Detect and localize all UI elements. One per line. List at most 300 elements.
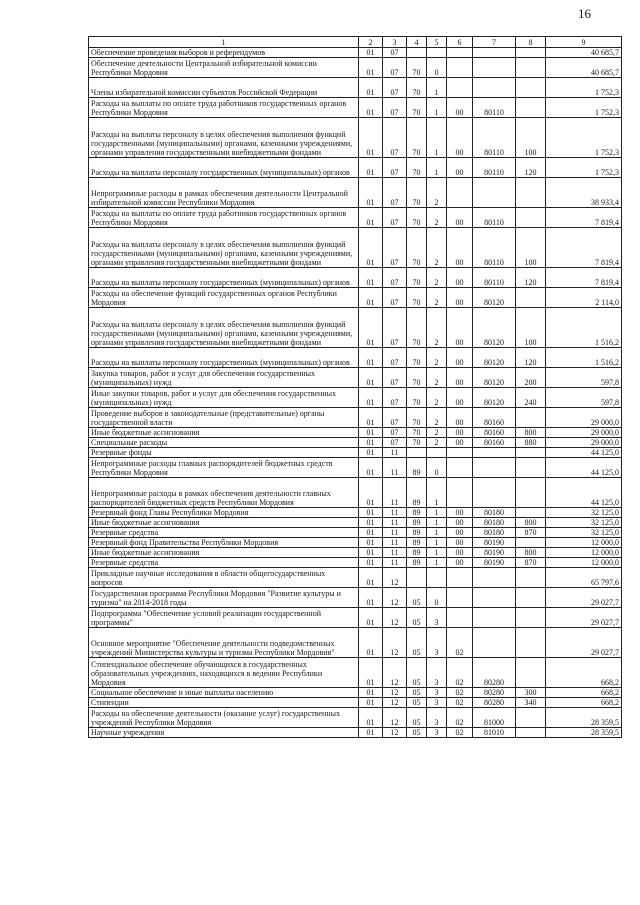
code-cell-c5: 3 bbox=[427, 658, 447, 688]
code-cell-c4: 70 bbox=[407, 268, 427, 288]
code-cell-c4: 05 bbox=[407, 628, 427, 658]
amount-cell: 1 752,3 bbox=[546, 78, 622, 98]
code-cell-c5: 2 bbox=[427, 428, 447, 438]
code-cell-c3: 07 bbox=[383, 98, 407, 118]
row-name: Расходы на выплаты персоналу государственных (муниципальных) органов bbox=[89, 268, 359, 288]
row-name: Расходы на выплаты по оплате труда работников государственных органов Республики Мордовия bbox=[89, 98, 359, 118]
code-cell-c5: 2 bbox=[427, 288, 447, 308]
code-cell-c2: 01 bbox=[359, 408, 383, 428]
code-cell-c4: 70 bbox=[407, 158, 427, 178]
code-cell-c3: 07 bbox=[383, 368, 407, 388]
code-cell-c4: 70 bbox=[407, 78, 427, 98]
code-cell-c5: 2 bbox=[427, 408, 447, 428]
table-row bbox=[89, 708, 622, 728]
code-cell-c3: 11 bbox=[383, 508, 407, 518]
code-cell-c3: 07 bbox=[383, 268, 407, 288]
table-row bbox=[89, 548, 622, 558]
code-cell-c2: 01 bbox=[359, 568, 383, 588]
row-name: Расходы на выплаты персоналу в целях обеспечения выполнения функций государственными (муниципальными) органами, казенными учреждениями, органами управления государственными внебюджетными фондами bbox=[89, 228, 359, 268]
code-cell-c5: 3 bbox=[427, 688, 447, 698]
code-cell-c3: 12 bbox=[383, 658, 407, 688]
code-cell-c6 bbox=[447, 588, 473, 608]
row-name: Расходы на выплаты персоналу государственных (муниципальных) органов bbox=[89, 348, 359, 368]
code-cell-c7: 80110 bbox=[473, 208, 516, 228]
code-cell-c2: 01 bbox=[359, 308, 383, 348]
code-cell-c4: 89 bbox=[407, 458, 427, 478]
table-row bbox=[89, 448, 622, 458]
row-name: Стипендиальное обеспечение обучающихся в государственных образовательных учреждениях, находящихся в ведении Республики Мордовия bbox=[89, 658, 359, 688]
code-cell-c8: 300 bbox=[516, 688, 546, 698]
code-cell-c6: 00 bbox=[447, 98, 473, 118]
row-name: Основное мероприятие "Обеспечение деятельности подведомственных учреждений Министерства культуры и туризма Республики Мордовия" bbox=[89, 628, 359, 658]
code-cell-c2: 01 bbox=[359, 478, 383, 508]
row-name: Расходы на выплаты персоналу государственных (муниципальных) органов bbox=[89, 158, 359, 178]
code-cell-c3: 12 bbox=[383, 568, 407, 588]
amount-cell: 2 114,0 bbox=[546, 288, 622, 308]
code-cell-c7 bbox=[473, 58, 516, 78]
code-cell-c2: 01 bbox=[359, 438, 383, 448]
code-cell-c7: 80120 bbox=[473, 348, 516, 368]
code-cell-c6: 02 bbox=[447, 708, 473, 728]
code-cell-c7: 80120 bbox=[473, 288, 516, 308]
table-row bbox=[89, 428, 622, 438]
code-cell-c6: 00 bbox=[447, 548, 473, 558]
code-cell-c7: 80110 bbox=[473, 268, 516, 288]
code-cell-c4: 05 bbox=[407, 658, 427, 688]
page-number: 16 bbox=[578, 6, 591, 21]
code-cell-c7: 80280 bbox=[473, 698, 516, 708]
amount-cell: 44 125,0 bbox=[546, 458, 622, 478]
code-cell-c6 bbox=[447, 58, 473, 78]
code-cell-c3: 07 bbox=[383, 388, 407, 408]
amount-cell: 29 027,7 bbox=[546, 628, 622, 658]
table-row bbox=[89, 478, 622, 508]
code-cell-c5: 2 bbox=[427, 228, 447, 268]
code-cell-c6: 02 bbox=[447, 688, 473, 698]
code-cell-c5: 1 bbox=[427, 518, 447, 528]
code-cell-c5: 3 bbox=[427, 628, 447, 658]
code-cell-c4: 05 bbox=[407, 608, 427, 628]
code-cell-c2: 01 bbox=[359, 688, 383, 698]
code-cell-c7: 80280 bbox=[473, 658, 516, 688]
code-cell-c8 bbox=[516, 728, 546, 738]
code-cell-c7: 80190 bbox=[473, 558, 516, 568]
amount-cell: 40 685,7 bbox=[546, 48, 622, 58]
code-cell-c5: 2 bbox=[427, 368, 447, 388]
code-cell-c7 bbox=[473, 478, 516, 508]
row-name: Резервные средства bbox=[89, 528, 359, 538]
code-cell-c2: 01 bbox=[359, 78, 383, 98]
amount-cell: 29 000,0 bbox=[546, 438, 622, 448]
code-cell-c2: 01 bbox=[359, 508, 383, 518]
code-cell-c4: 89 bbox=[407, 518, 427, 528]
code-cell-c5: 3 bbox=[427, 708, 447, 728]
code-cell-c6: 00 bbox=[447, 408, 473, 428]
amount-cell: 28 359,5 bbox=[546, 728, 622, 738]
code-cell-c2: 01 bbox=[359, 348, 383, 368]
code-cell-c5 bbox=[427, 448, 447, 458]
row-name: Обеспечение проведения выборов и референдумов bbox=[89, 48, 359, 58]
code-cell-c3: 07 bbox=[383, 58, 407, 78]
code-cell-c7: 81000 bbox=[473, 708, 516, 728]
row-name: Иные бюджетные ассигнования bbox=[89, 518, 359, 528]
amount-cell: 7 819,4 bbox=[546, 208, 622, 228]
code-cell-c5: 2 bbox=[427, 348, 447, 368]
code-cell-c7 bbox=[473, 448, 516, 458]
code-cell-c7: 80190 bbox=[473, 548, 516, 558]
code-cell-c3: 11 bbox=[383, 548, 407, 558]
code-cell-c5 bbox=[427, 48, 447, 58]
code-cell-c5: 1 bbox=[427, 508, 447, 518]
code-cell-c4 bbox=[407, 568, 427, 588]
code-cell-c5: 1 bbox=[427, 548, 447, 558]
code-cell-c8 bbox=[516, 58, 546, 78]
code-cell-c8 bbox=[516, 98, 546, 118]
code-cell-c4: 05 bbox=[407, 708, 427, 728]
code-cell-c4: 70 bbox=[407, 408, 427, 428]
code-cell-c7 bbox=[473, 628, 516, 658]
row-name: Расходы на выплаты персоналу в целях обеспечения выполнения функций государственными (муниципальными) органами, казенными учреждениями, органами управления государственными внебюджетными фондами bbox=[89, 118, 359, 158]
code-cell-c2: 01 bbox=[359, 628, 383, 658]
code-cell-c3: 07 bbox=[383, 78, 407, 98]
table-row bbox=[89, 268, 622, 288]
table-row bbox=[89, 688, 622, 698]
table-row bbox=[89, 48, 622, 58]
code-cell-c8: 120 bbox=[516, 348, 546, 368]
code-cell-c4: 70 bbox=[407, 438, 427, 448]
code-cell-c3: 11 bbox=[383, 558, 407, 568]
code-cell-c6 bbox=[447, 448, 473, 458]
column-header: 7 bbox=[473, 37, 516, 48]
code-cell-c7: 80110 bbox=[473, 158, 516, 178]
amount-cell: 29 027,7 bbox=[546, 608, 622, 628]
code-cell-c7 bbox=[473, 48, 516, 58]
row-name: Подпрограмма "Обеспечение условий реализации государственной программы" bbox=[89, 608, 359, 628]
code-cell-c8: 800 bbox=[516, 428, 546, 438]
amount-cell: 29 027,7 bbox=[546, 588, 622, 608]
code-cell-c6: 00 bbox=[447, 208, 473, 228]
code-cell-c3: 07 bbox=[383, 158, 407, 178]
code-cell-c5: 2 bbox=[427, 268, 447, 288]
row-name: Иные закупки товаров, работ и услуг для обеспечения государственных (муниципальных) нужд bbox=[89, 388, 359, 408]
code-cell-c3: 07 bbox=[383, 288, 407, 308]
code-cell-c8 bbox=[516, 538, 546, 548]
table-row bbox=[89, 608, 622, 628]
code-cell-c2: 01 bbox=[359, 228, 383, 268]
code-cell-c3: 12 bbox=[383, 588, 407, 608]
code-cell-c5: 1 bbox=[427, 478, 447, 508]
code-cell-c2: 01 bbox=[359, 558, 383, 568]
table-row bbox=[89, 228, 622, 268]
code-cell-c4: 70 bbox=[407, 118, 427, 158]
table-row bbox=[89, 118, 622, 158]
code-cell-c2: 01 bbox=[359, 428, 383, 438]
code-cell-c6 bbox=[447, 478, 473, 508]
row-name: Непрограммные расходы в рамках обеспечения деятельности главных распорядителей бюджетных средств Республики Мордовия bbox=[89, 478, 359, 508]
code-cell-c5: 2 bbox=[427, 178, 447, 208]
code-cell-c6: 02 bbox=[447, 728, 473, 738]
code-cell-c3: 12 bbox=[383, 688, 407, 698]
code-cell-c7: 80160 bbox=[473, 428, 516, 438]
table-row bbox=[89, 458, 622, 478]
code-cell-c6: 02 bbox=[447, 698, 473, 708]
code-cell-c8 bbox=[516, 478, 546, 508]
code-cell-c7: 80110 bbox=[473, 228, 516, 268]
amount-cell: 12 000,0 bbox=[546, 548, 622, 558]
code-cell-c7: 81010 bbox=[473, 728, 516, 738]
code-cell-c5: 0 bbox=[427, 58, 447, 78]
code-cell-c6: 02 bbox=[447, 628, 473, 658]
amount-cell: 1 752,3 bbox=[546, 118, 622, 158]
code-cell-c3: 11 bbox=[383, 528, 407, 538]
code-cell-c7: 80180 bbox=[473, 508, 516, 518]
column-header: 5 bbox=[427, 37, 447, 48]
code-cell-c2: 01 bbox=[359, 588, 383, 608]
code-cell-c2: 01 bbox=[359, 158, 383, 178]
code-cell-c2: 01 bbox=[359, 48, 383, 58]
code-cell-c2: 01 bbox=[359, 58, 383, 78]
amount-cell: 1 516,2 bbox=[546, 348, 622, 368]
amount-cell: 12 000,0 bbox=[546, 558, 622, 568]
row-name: Проведение выборов в законодательные (представительные) органы государственной власти bbox=[89, 408, 359, 428]
code-cell-c3: 12 bbox=[383, 728, 407, 738]
code-cell-c8: 880 bbox=[516, 438, 546, 448]
table-header-row bbox=[89, 37, 622, 48]
code-cell-c8 bbox=[516, 628, 546, 658]
row-name: Иные бюджетные ассигнования bbox=[89, 428, 359, 438]
table-row bbox=[89, 158, 622, 178]
code-cell-c6: 00 bbox=[447, 308, 473, 348]
code-cell-c2: 01 bbox=[359, 548, 383, 558]
table-row bbox=[89, 438, 622, 448]
code-cell-c8 bbox=[516, 288, 546, 308]
table-row bbox=[89, 518, 622, 528]
code-cell-c6: 00 bbox=[447, 508, 473, 518]
code-cell-c7 bbox=[473, 78, 516, 98]
code-cell-c3: 12 bbox=[383, 708, 407, 728]
row-name: Расходы на обеспечение функций государственных органов Республики Мордовия bbox=[89, 288, 359, 308]
code-cell-c5: 0 bbox=[427, 588, 447, 608]
code-cell-c3: 07 bbox=[383, 438, 407, 448]
code-cell-c7: 80280 bbox=[473, 688, 516, 698]
code-cell-c6: 00 bbox=[447, 158, 473, 178]
amount-cell: 29 000,0 bbox=[546, 428, 622, 438]
code-cell-c4: 70 bbox=[407, 308, 427, 348]
code-cell-c7: 80160 bbox=[473, 438, 516, 448]
code-cell-c3: 11 bbox=[383, 448, 407, 458]
code-cell-c4: 89 bbox=[407, 508, 427, 518]
table-row bbox=[89, 178, 622, 208]
table-row bbox=[89, 368, 622, 388]
table-row bbox=[89, 408, 622, 428]
code-cell-c5: 1 bbox=[427, 98, 447, 118]
amount-cell: 597,8 bbox=[546, 368, 622, 388]
table-row bbox=[89, 208, 622, 228]
row-name: Закупка товаров, работ и услуг для обеспечения государственных (муниципальных) нужд bbox=[89, 368, 359, 388]
row-name: Расходы на выплаты персоналу в целях обеспечения выполнения функций государственными (муниципальными) органами, казенными учреждениями, органами управления государственными внебюджетными фондами bbox=[89, 308, 359, 348]
code-cell-c5: 2 bbox=[427, 208, 447, 228]
code-cell-c8: 800 bbox=[516, 548, 546, 558]
code-cell-c8 bbox=[516, 448, 546, 458]
code-cell-c8 bbox=[516, 408, 546, 428]
code-cell-c6: 00 bbox=[447, 388, 473, 408]
code-cell-c2: 01 bbox=[359, 98, 383, 118]
code-cell-c4: 05 bbox=[407, 698, 427, 708]
amount-cell: 668,2 bbox=[546, 688, 622, 698]
code-cell-c4: 70 bbox=[407, 368, 427, 388]
table-row bbox=[89, 528, 622, 538]
code-cell-c5: 2 bbox=[427, 388, 447, 408]
code-cell-c2: 01 bbox=[359, 368, 383, 388]
code-cell-c6 bbox=[447, 178, 473, 208]
code-cell-c4: 70 bbox=[407, 228, 427, 268]
code-cell-c5: 1 bbox=[427, 528, 447, 538]
amount-cell: 32 125,0 bbox=[546, 518, 622, 528]
code-cell-c5: 2 bbox=[427, 308, 447, 348]
amount-cell: 32 125,0 bbox=[546, 528, 622, 538]
code-cell-c8 bbox=[516, 708, 546, 728]
row-name: Резервные фонды bbox=[89, 448, 359, 458]
table-row bbox=[89, 568, 622, 588]
row-name: Стипендии bbox=[89, 698, 359, 708]
code-cell-c4: 70 bbox=[407, 428, 427, 438]
code-cell-c2: 01 bbox=[359, 268, 383, 288]
code-cell-c8 bbox=[516, 178, 546, 208]
row-name: Резервные средства bbox=[89, 558, 359, 568]
code-cell-c4: 70 bbox=[407, 388, 427, 408]
code-cell-c4: 70 bbox=[407, 288, 427, 308]
code-cell-c8 bbox=[516, 48, 546, 58]
code-cell-c4: 05 bbox=[407, 588, 427, 608]
row-name: Непрограммные расходы главных распорядителей бюджетных средств Республики Мордовия bbox=[89, 458, 359, 478]
code-cell-c2: 01 bbox=[359, 698, 383, 708]
column-header: 2 bbox=[359, 37, 383, 48]
row-name: Резервный фонд Главы Республики Мордовия bbox=[89, 508, 359, 518]
code-cell-c4 bbox=[407, 448, 427, 458]
row-name: Государственная программа Республики Мордовия "Развитие культуры и туризма" на 2014-2018 годы bbox=[89, 588, 359, 608]
code-cell-c2: 01 bbox=[359, 178, 383, 208]
table-row bbox=[89, 558, 622, 568]
code-cell-c8: 120 bbox=[516, 268, 546, 288]
column-header: 8 bbox=[516, 37, 546, 48]
row-name: Прикладные научные исследования в области общегосударственных вопросов bbox=[89, 568, 359, 588]
code-cell-c3: 07 bbox=[383, 408, 407, 428]
code-cell-c6: 00 bbox=[447, 438, 473, 448]
code-cell-c6: 00 bbox=[447, 348, 473, 368]
amount-cell: 65 797,6 bbox=[546, 568, 622, 588]
code-cell-c5: 1 bbox=[427, 78, 447, 98]
code-cell-c6: 00 bbox=[447, 518, 473, 528]
code-cell-c5: 3 bbox=[427, 728, 447, 738]
amount-cell: 32 125,0 bbox=[546, 508, 622, 518]
code-cell-c7: 80120 bbox=[473, 388, 516, 408]
code-cell-c5: 2 bbox=[427, 438, 447, 448]
amount-cell: 597,8 bbox=[546, 388, 622, 408]
table-row bbox=[89, 98, 622, 118]
code-cell-c6: 00 bbox=[447, 288, 473, 308]
code-cell-c5: 1 bbox=[427, 118, 447, 158]
code-cell-c4: 05 bbox=[407, 688, 427, 698]
code-cell-c6: 02 bbox=[447, 658, 473, 688]
amount-cell: 40 685,7 bbox=[546, 58, 622, 78]
table-row bbox=[89, 628, 622, 658]
code-cell-c8: 240 bbox=[516, 388, 546, 408]
amount-cell: 29 000,0 bbox=[546, 408, 622, 428]
code-cell-c6: 00 bbox=[447, 118, 473, 158]
table-row bbox=[89, 728, 622, 738]
code-cell-c4: 89 bbox=[407, 478, 427, 508]
amount-cell: 44 125,0 bbox=[546, 448, 622, 458]
amount-cell: 1 752,3 bbox=[546, 98, 622, 118]
table-row bbox=[89, 348, 622, 368]
amount-cell: 1 516,2 bbox=[546, 308, 622, 348]
code-cell-c8 bbox=[516, 658, 546, 688]
code-cell-c6 bbox=[447, 608, 473, 628]
amount-cell: 1 752,3 bbox=[546, 158, 622, 178]
code-cell-c6: 00 bbox=[447, 558, 473, 568]
code-cell-c6: 00 bbox=[447, 368, 473, 388]
code-cell-c7 bbox=[473, 588, 516, 608]
code-cell-c8: 200 bbox=[516, 368, 546, 388]
code-cell-c3: 11 bbox=[383, 458, 407, 478]
amount-cell: 44 125,0 bbox=[546, 478, 622, 508]
code-cell-c7: 80190 bbox=[473, 538, 516, 548]
code-cell-c6 bbox=[447, 568, 473, 588]
code-cell-c3: 11 bbox=[383, 538, 407, 548]
code-cell-c8 bbox=[516, 208, 546, 228]
code-cell-c5: 1 bbox=[427, 538, 447, 548]
code-cell-c4: 89 bbox=[407, 558, 427, 568]
code-cell-c8: 100 bbox=[516, 118, 546, 158]
code-cell-c5: 0 bbox=[427, 458, 447, 478]
code-cell-c7: 80180 bbox=[473, 518, 516, 528]
code-cell-c2: 01 bbox=[359, 388, 383, 408]
code-cell-c2: 01 bbox=[359, 658, 383, 688]
code-cell-c7: 80110 bbox=[473, 118, 516, 158]
row-name: Социальное обеспечение и иные выплаты населению bbox=[89, 688, 359, 698]
code-cell-c3: 07 bbox=[383, 208, 407, 228]
code-cell-c8: 100 bbox=[516, 308, 546, 348]
column-header: 1 bbox=[89, 37, 359, 48]
code-cell-c2: 01 bbox=[359, 208, 383, 228]
table-row bbox=[89, 588, 622, 608]
code-cell-c8: 870 bbox=[516, 558, 546, 568]
table-row bbox=[89, 538, 622, 548]
table-row bbox=[89, 388, 622, 408]
code-cell-c6 bbox=[447, 458, 473, 478]
code-cell-c3: 07 bbox=[383, 118, 407, 158]
code-cell-c3: 07 bbox=[383, 228, 407, 268]
code-cell-c3: 07 bbox=[383, 48, 407, 58]
code-cell-c6: 00 bbox=[447, 528, 473, 538]
code-cell-c3: 12 bbox=[383, 698, 407, 708]
table-row bbox=[89, 78, 622, 98]
code-cell-c4: 89 bbox=[407, 528, 427, 538]
amount-cell: 38 933,4 bbox=[546, 178, 622, 208]
code-cell-c4: 89 bbox=[407, 538, 427, 548]
code-cell-c4: 70 bbox=[407, 348, 427, 368]
code-cell-c4 bbox=[407, 48, 427, 58]
code-cell-c3: 07 bbox=[383, 348, 407, 368]
row-name: Специальные расходы bbox=[89, 438, 359, 448]
code-cell-c2: 01 bbox=[359, 288, 383, 308]
code-cell-c2: 01 bbox=[359, 458, 383, 478]
code-cell-c7: 80120 bbox=[473, 308, 516, 348]
code-cell-c6: 00 bbox=[447, 538, 473, 548]
code-cell-c3: 07 bbox=[383, 428, 407, 438]
code-cell-c6: 00 bbox=[447, 268, 473, 288]
row-name: Члены избирательной комиссии субъектов Российской Федерации bbox=[89, 78, 359, 98]
